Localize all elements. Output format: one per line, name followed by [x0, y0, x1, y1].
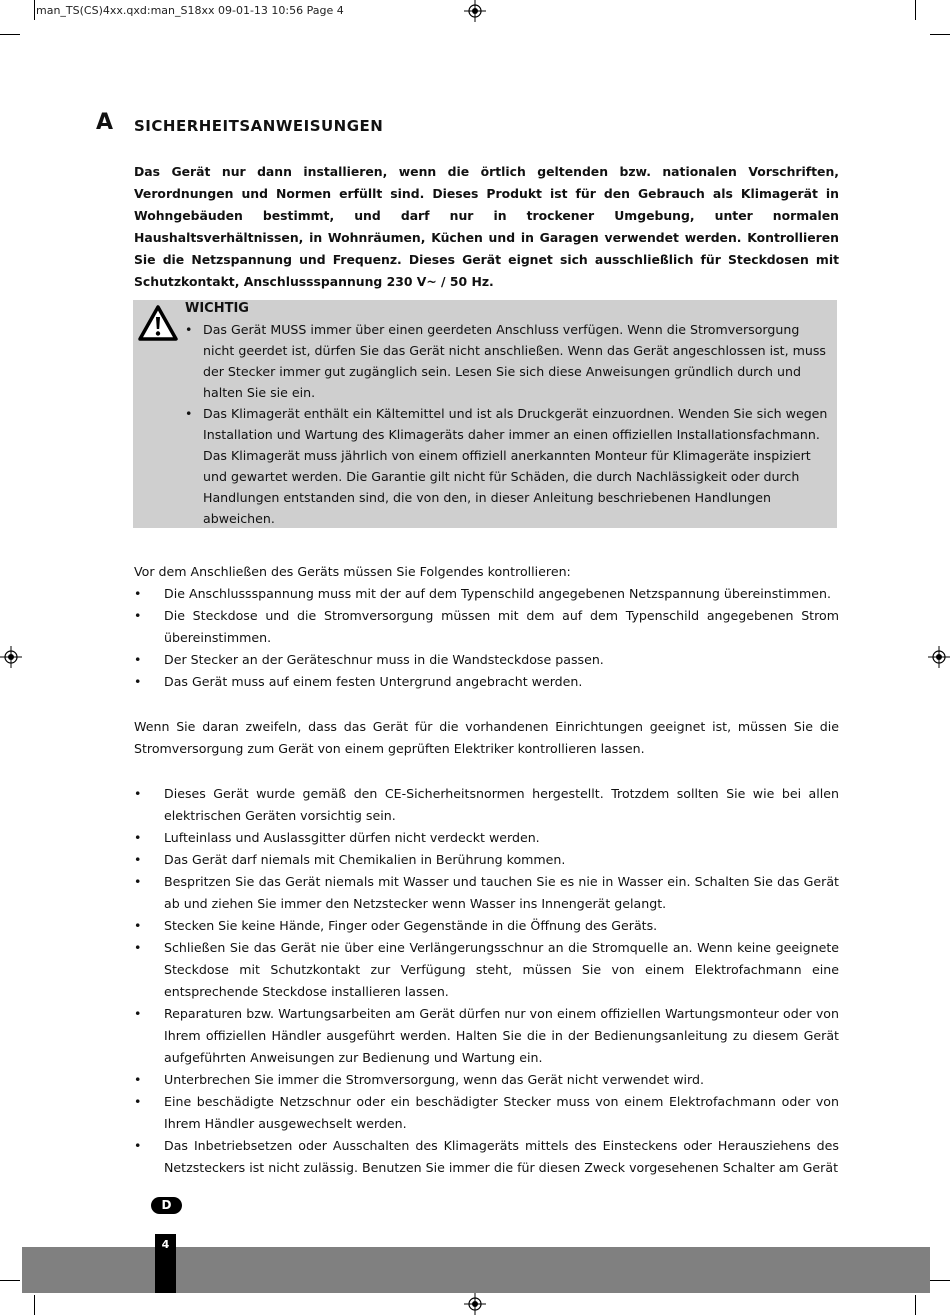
crop-mark	[0, 1280, 20, 1281]
section-title: SICHERHEITSANWEISUNGEN	[134, 117, 384, 135]
intro-paragraph: Das Gerät nur dann installieren, wenn die örtlich geltenden bzw. nationalen Vorschriften, Verordnungen und Normen erfüllt sind. Dieses Produkt ist für den Gebrauch als Klimagerät in Wohngebäuden bestimmt, und darf nur in trockener Umgebung, unter normalen Haushaltsverhältnissen, in Wohnräumen, Küchen und in Garagen verwendet werden. Kontrollieren Sie die Netzspannung und Frequenz. Dieses Gerät eignet sich ausschließlich für Steckdosen mit Schutzkontakt, Anschlussspannung 230 V~ / 50 Hz.	[134, 164, 839, 289]
list-item: • Lufteinlass und Auslassgitter dürfen nicht verdeckt werden.	[134, 827, 839, 849]
crop-mark	[915, 0, 916, 20]
warning-list	[185, 319, 830, 529]
registration-mark-icon	[464, 1293, 486, 1315]
list-item: • Schließen Sie das Gerät nie über eine Verlängerungsschnur an die Stromquelle an. Wenn keine geeignete Steckdose mit Schutzkontakt zur Verfügung steht, müssen Sie von einem Elektrofachmann eine entsprechende Steckdose installieren lassen.	[134, 937, 839, 1003]
warning-item: • Das Klimagerät enthält ein Kältemittel und ist als Druckgerät einzuordnen. Wenden Sie sich wegen Installation und Wartung des Klimageräts daher immer an einen offiziellen Installationsfachmann. Das Klimagerät muss jährlich von einem offiziell anerkannten Monteur für Klimageräte inspiziert und gewartet werden. Die Garantie gilt nicht für Schäden, die durch Nachlässigkeit oder durch Handlungen entstanden sind, die von den, in dieser Anleitung beschriebenen Handlungen abweichen.	[185, 403, 830, 529]
crop-mark	[930, 34, 950, 35]
list-item: • Eine beschädigte Netzschnur oder ein beschädigter Stecker muss von einem Elektrofachmann oder von Ihrem Händler ausgewechselt werden.	[134, 1091, 839, 1135]
list-item: • Das Gerät muss auf einem festen Untergrund angebracht werden.	[134, 671, 839, 693]
list-item: • Der Stecker an der Geräteschnur muss in die Wandsteckdose passen.	[134, 649, 839, 671]
registration-mark-icon	[928, 646, 950, 668]
crop-mark	[0, 34, 20, 35]
crop-mark	[915, 1295, 916, 1315]
crop-mark	[34, 1295, 35, 1315]
registration-mark-icon	[0, 646, 22, 668]
doubt-paragraph: Wenn Sie daran zweifeln, dass das Gerät für die vorhandenen Einrichtungen geeignet ist, müssen Sie die Stromversorgung zum Gerät von einem geprüften Elektriker kontrollieren lassen.	[134, 719, 839, 756]
list-item: • Reparaturen bzw. Wartungsarbeiten am Gerät dürfen nur von einem offiziellen Wartungsmonteur oder von Ihrem offiziellen Händler ausgeführt werden. Halten Sie die in der Bedienungsanleitung zu diesem Gerät aufgeführten Anweisungen zur Bedienung und Wartung ein.	[134, 1003, 839, 1069]
list-item: • Die Steckdose und die Stromversorgung müssen mit dem auf dem Typenschild angegebenen Strom übereinstimmen.	[134, 605, 839, 649]
list-item: • Dieses Gerät wurde gemäß den CE-Sicherheitsnormen hergestellt. Trotzdem sollten Sie wie bei allen elektrischen Geräten vorsichtig sein.	[134, 783, 839, 827]
list-item: • Stecken Sie keine Hände, Finger oder Gegenstände in die Öffnung des Geräts.	[134, 915, 839, 937]
list-item: • Unterbrechen Sie immer die Stromversorgung, wenn das Gerät nicht verwendet wird.	[134, 1069, 839, 1091]
language-badge: D	[151, 1197, 182, 1214]
crop-mark	[930, 1280, 950, 1281]
crop-mark	[34, 0, 35, 20]
registration-mark-icon	[464, 0, 486, 22]
list-item: • Die Anschlussspannung muss mit der auf dem Typenschild angegebenen Netzspannung übereinstimmen.	[134, 583, 839, 605]
page-number: 4	[155, 1234, 176, 1293]
warning-box	[133, 300, 837, 528]
section-letter: A	[96, 110, 114, 135]
print-slug: man_TS(CS)4xx.qxd:man_S18xx 09-01-13 10:56 Page 4	[36, 4, 344, 17]
list-item: • Das Gerät darf niemals mit Chemikalien in Berührung kommen.	[134, 849, 839, 871]
warning-title: WICHTIG	[185, 301, 249, 316]
list-item: • Bespritzen Sie das Gerät niemals mit Wasser und tauchen Sie es nie in Wasser ein. Schalten Sie das Gerät ab und ziehen Sie immer den Netzstecker wenn Wasser ins Innengerät gelangt.	[134, 871, 839, 915]
safety-list	[134, 783, 839, 1179]
list-item: • Das Inbetriebsetzen oder Ausschalten des Klimageräts mittels des Einsteckens oder Herausziehens des Netzsteckers ist nicht zulässig. Benutzen Sie immer die für diesen Zweck vorgesehenen Schalter am Gerät	[134, 1135, 839, 1179]
warning-item: • Das Gerät MUSS immer über einen geerdeten Anschluss verfügen. Wenn die Stromversorgung nicht geerdet ist, dürfen Sie das Gerät nicht anschließen. Wenn das Gerät angeschlossen ist, muss der Stecker immer gut zugänglich sein. Lesen Sie sich diese Anweisungen gründlich durch und halten Sie sie ein.	[185, 319, 830, 403]
before-connect-intro: Vor dem Anschließen des Geräts müssen Sie Folgendes kontrollieren:	[134, 564, 571, 579]
warning-triangle-icon	[137, 304, 179, 342]
before-connect-list	[134, 583, 839, 693]
